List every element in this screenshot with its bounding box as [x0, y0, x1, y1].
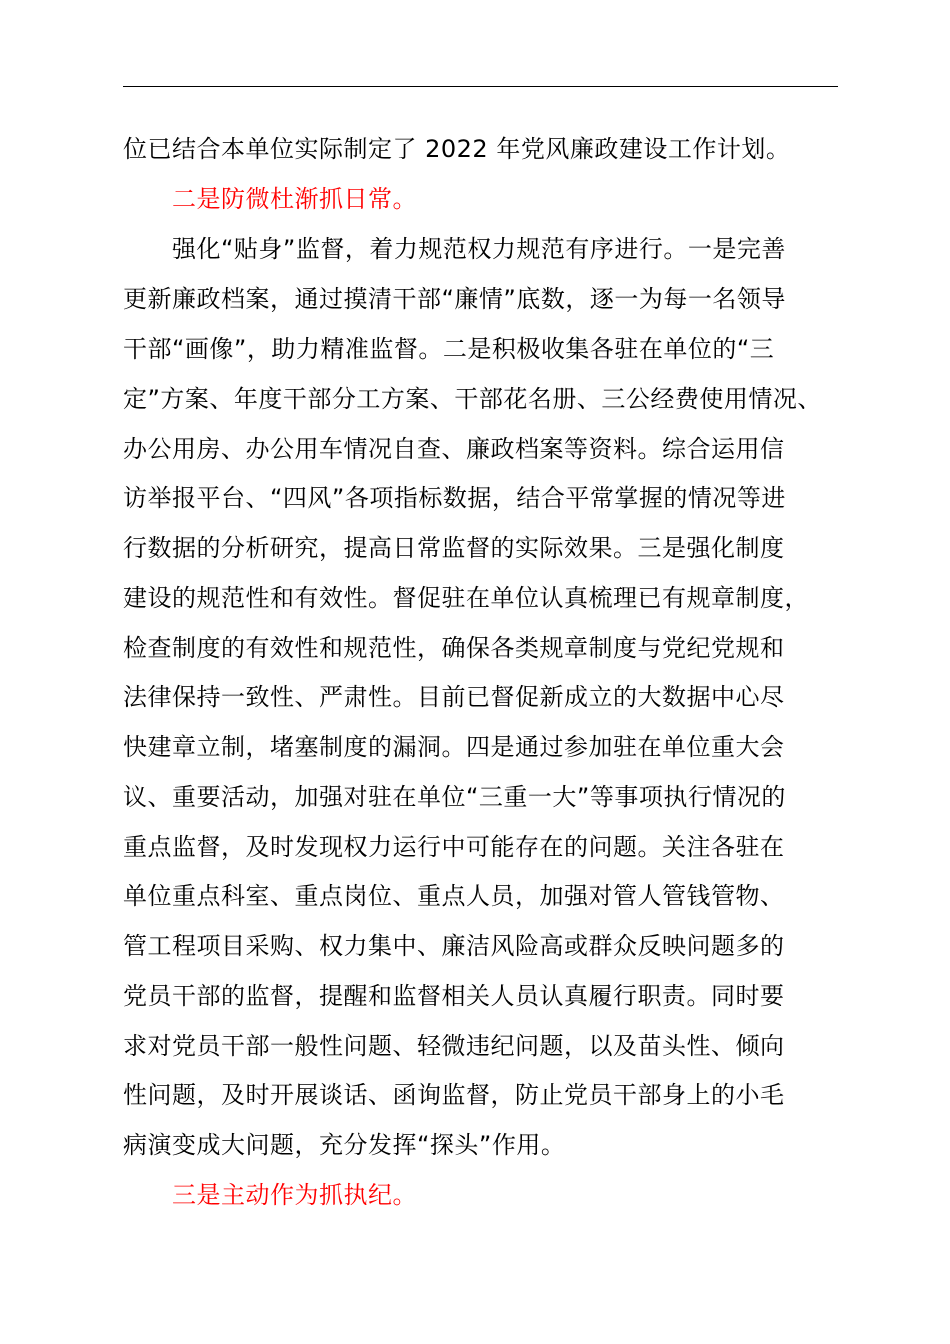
paragraph-line: 党员干部的监督，提醒和监督相关人员认真履行职责。同时要 [123, 982, 785, 1010]
paragraph-line: 法律保持一致性、严肃性。目前已督促新成立的大数据中心尽 [123, 683, 785, 711]
paragraph-line: 快建章立制，堵塞制度的漏洞。四是通过参加驻在单位重大会 [123, 733, 785, 761]
paragraph-line: 管工程项目采购、权力集中、廉洁风险高或群众反映问题多的 [123, 932, 785, 960]
header-rule [123, 86, 838, 87]
text-line-1: 位已结合本单位实际制定了 2022 年党风廉政建设工作计划。 [123, 135, 791, 163]
paragraph-line: 建设的规范性和有效性。督促驻在单位认真梳理已有规章制度， [123, 584, 809, 612]
section-heading-3: 三是主动作为抓执纪。 [172, 1181, 417, 1209]
paragraph-line: 强化“贴身”监督，着力规范权力规范有序进行。一是完善 [172, 235, 786, 263]
paragraph-line: 干部“画像”，助力精准监督。二是积极收集各驻在单位的“三 [123, 335, 775, 363]
paragraph-line: 访举报平台、“四风”各项指标数据，结合平常掌握的情况等进 [123, 484, 786, 512]
paragraph-line: 办公用房、办公用车情况自查、廉政档案等资料。综合运用信 [123, 435, 785, 463]
paragraph-line: 行数据的分析研究，提高日常监督的实际效果。三是强化制度 [123, 534, 785, 562]
paragraph-line: 重点监督，及时发现权力运行中可能存在的问题。关注各驻在 [123, 833, 785, 861]
paragraph-line: 更新廉政档案，通过摸清干部“廉情”底数，逐一为每一名领导 [123, 285, 786, 313]
paragraph-line: 病演变成大问题，充分发挥“探头”作用。 [123, 1131, 566, 1159]
paragraph-line: 议、重要活动，加强对驻在单位“三重一大”等事项执行情况的 [123, 783, 786, 811]
paragraph-line: 求对党员干部一般性问题、轻微违纪问题，以及苗头性、倾向 [123, 1032, 785, 1060]
paragraph-line: 单位重点科室、重点岗位、重点人员，加强对管人管钱管物、 [123, 882, 785, 910]
section-heading-2: 二是防微杜渐抓日常。 [172, 185, 417, 213]
paragraph-line: 检查制度的有效性和规范性，确保各类规章制度与党纪党规和 [123, 634, 785, 662]
paragraph-line: 定”方案、年度干部分工方案、干部花名册、三公经费使用情况、 [123, 385, 822, 413]
paragraph-line: 性问题，及时开展谈话、函询监督，防止党员干部身上的小毛 [123, 1081, 785, 1109]
